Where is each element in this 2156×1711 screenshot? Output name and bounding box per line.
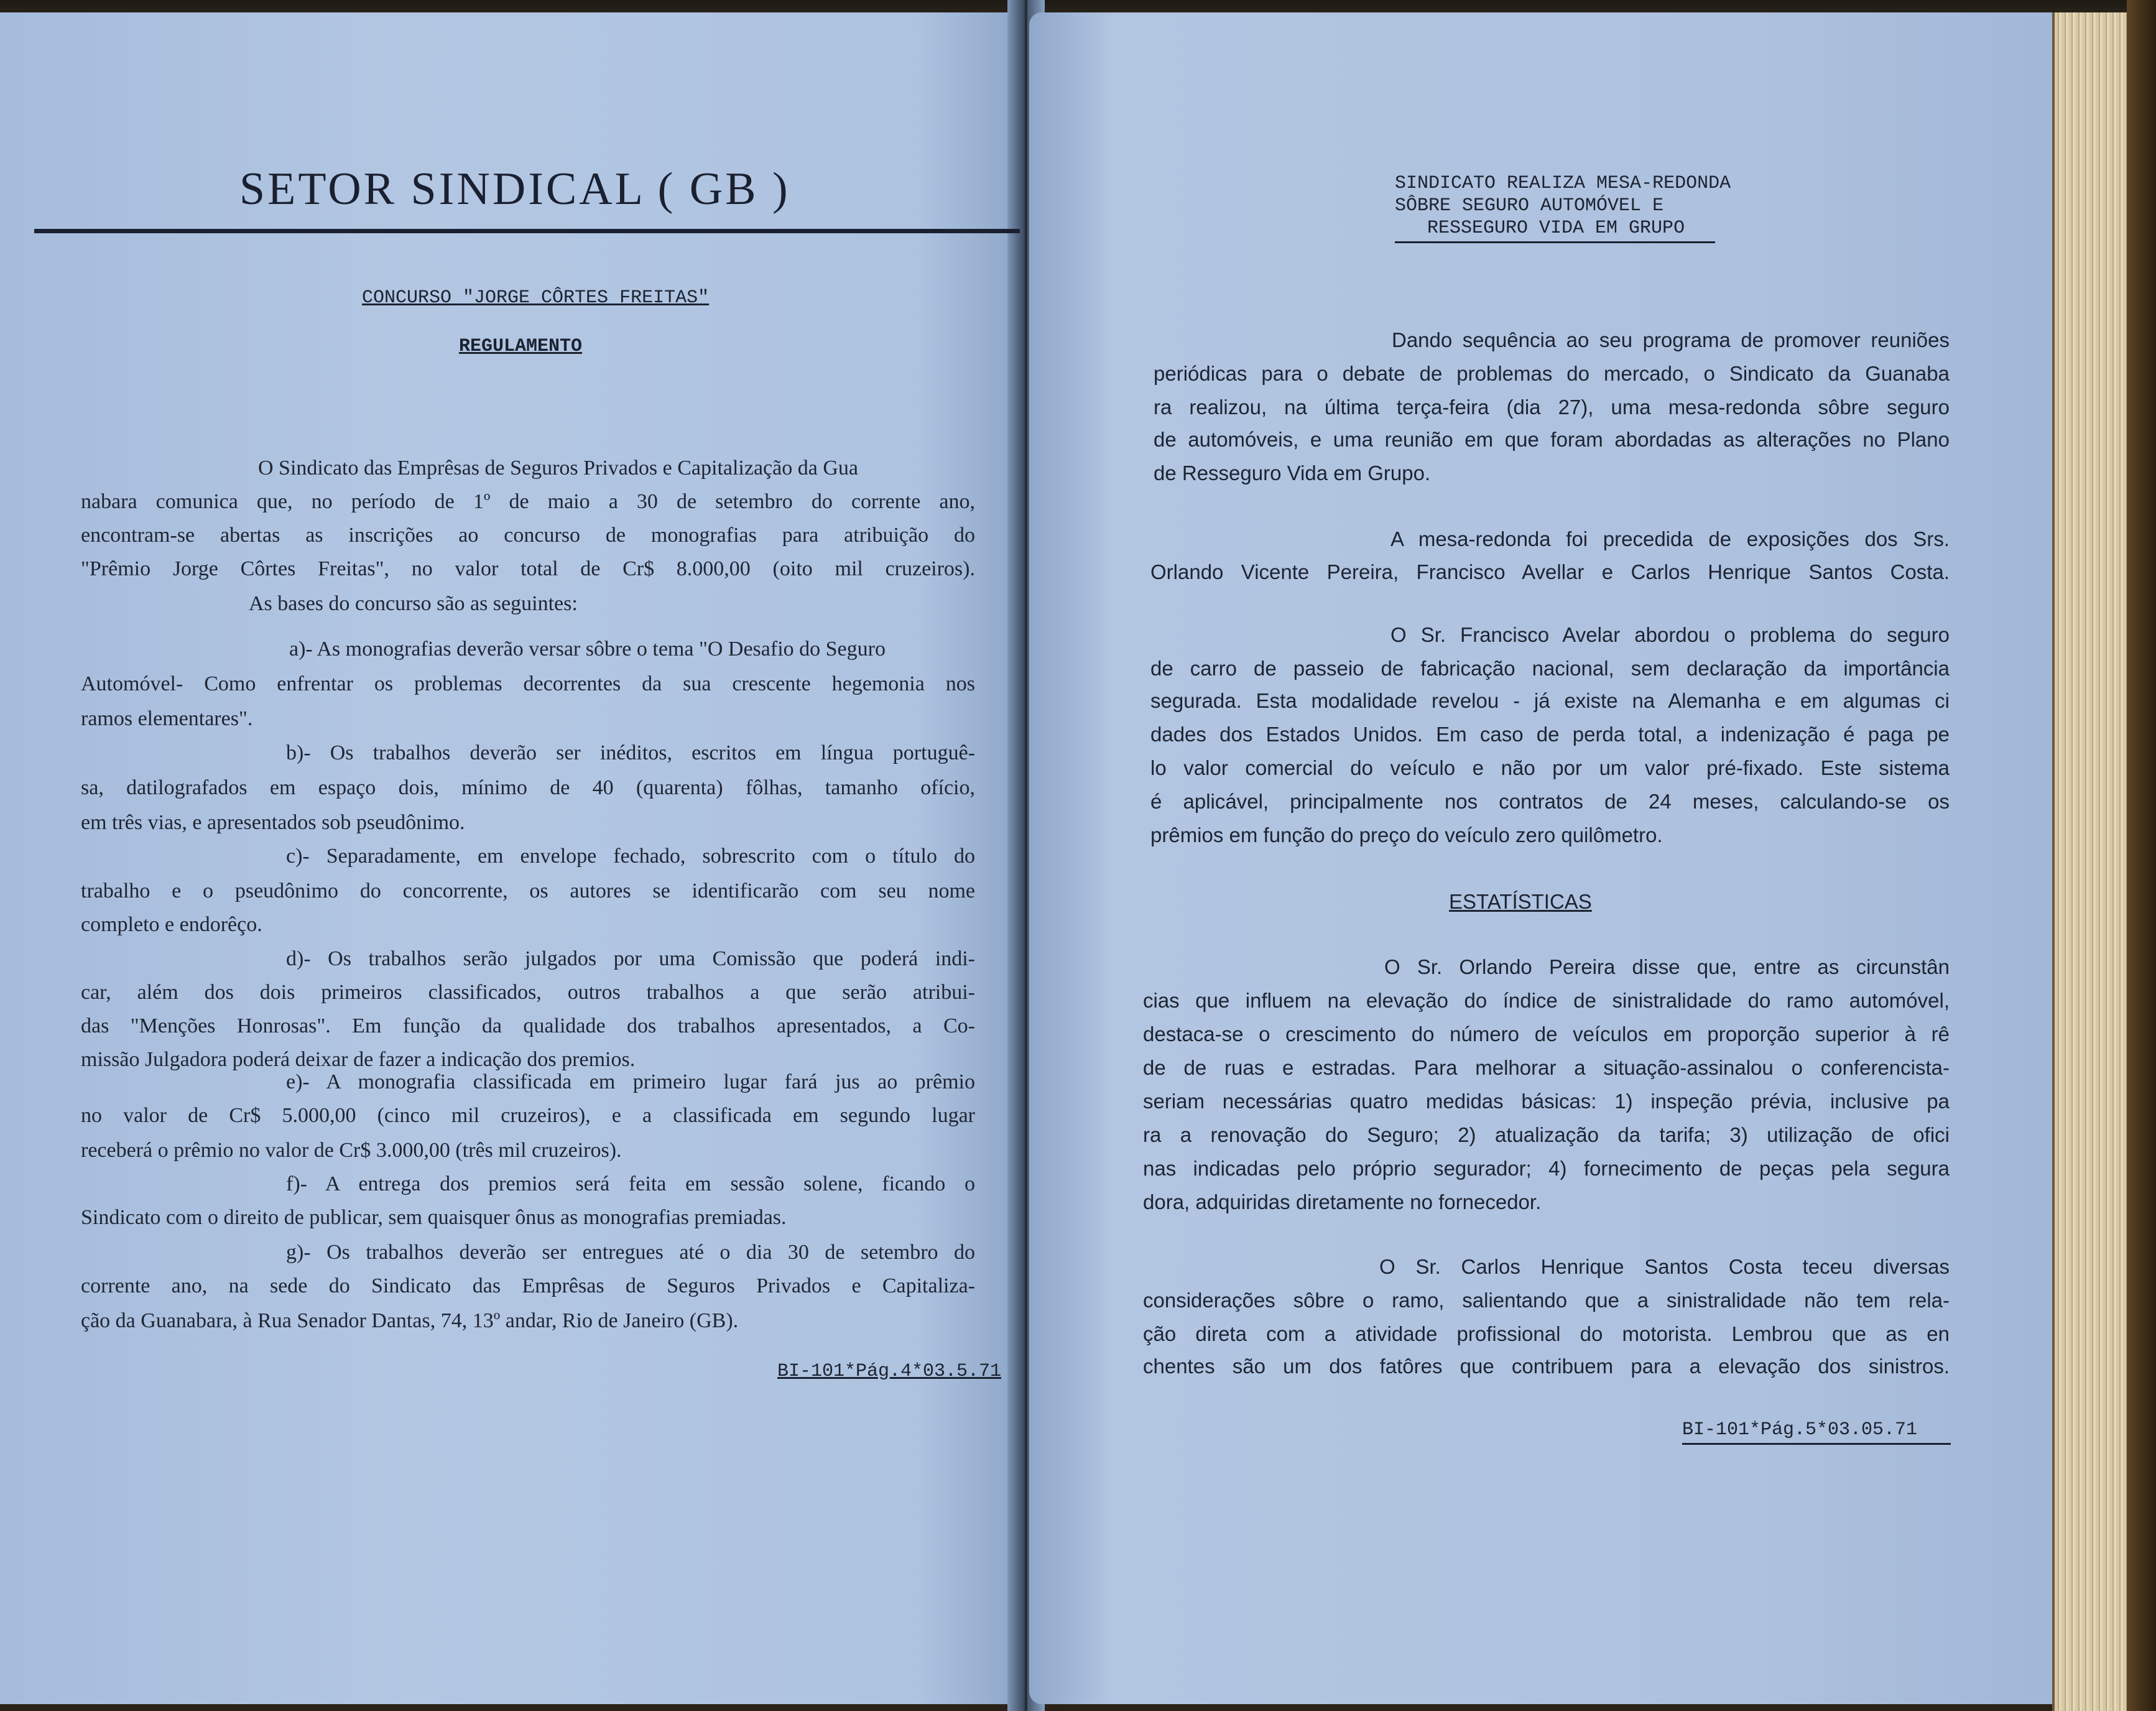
right-body-line: prêmios em função do preço do veículo zero quilômetro. <box>1150 823 1663 846</box>
right-body-line: dora, adquiridas diretamente no fornecedor. <box>1143 1190 1542 1213</box>
article-title-rule <box>1395 241 1715 243</box>
left-body-line: d)- Os trabalhos serão julgados por uma Comissão que poderá indi- <box>286 947 975 970</box>
regulation-subtitle: REGULAMENTO <box>459 336 583 357</box>
left-body-line: encontram-se abertas as inscrições ao concurso de monografias para atribuição do <box>81 524 975 547</box>
left-body-line: das "Menções Honrosas". Em função da qualidade dos trabalhos apresentados, a Co- <box>81 1014 975 1037</box>
left-body-line: f)- A entrega dos premios será feita em sessão solene, ficando o <box>286 1172 975 1195</box>
right-body-line: A mesa-redonda foi precedida de exposições dos Srs. <box>1390 527 1950 550</box>
right-page-footer: BI-101*Pág.5*03.05.71 <box>1682 1419 1918 1440</box>
right-body-line: ra a renovação do Seguro; 2) atualização da tarifa; 3) utilização de ofici <box>1143 1123 1950 1146</box>
article-title-line-1: SINDICATO REALIZA MESA-REDONDA <box>1395 173 1731 194</box>
left-body-line: trabalho e o pseudônimo do concorrente, os autores se identificarão com seu nome <box>81 879 975 902</box>
left-body-line: Automóvel- Como enfrentar os problemas decorrentes da sua crescente hegemonia nos <box>81 672 975 695</box>
section-heading: SETOR SINDICAL ( GB ) <box>239 164 790 215</box>
left-body-line: completo e endorêço. <box>81 913 262 936</box>
right-body-line: Dando sequência ao seu programa de promover reuniões <box>1392 328 1950 351</box>
right-body-line: de Resseguro Vida em Grupo. <box>1154 461 1431 485</box>
contest-title: CONCURSO "JORGE CÔRTES FREITAS" <box>362 287 710 308</box>
left-body-line: no valor de Cr$ 5.000,00 (cinco mil cruzeiros), e a classificada em segundo lugar <box>81 1104 975 1127</box>
left-body-line: "Prêmio Jorge Côrtes Freitas", no valor total de Cr$ 8.000,00 (oito mil cruzeiros). <box>81 557 975 580</box>
right-body-line: nas indicadas pelo próprio segurador; 4) fornecimento de peças pela segura <box>1143 1157 1950 1180</box>
book-cover-edge <box>2127 0 2156 1711</box>
statistics-heading: ESTATÍSTICAS <box>1449 890 1592 913</box>
left-body-line: nabara comunica que, no período de 1º de maio a 30 de setembro do corrente ano, <box>81 490 975 513</box>
right-body-line: segurada. Esta modalidade revelou - já existe na Alemanha e em algumas ci <box>1150 689 1950 712</box>
right-body-line: O Sr. Francisco Avelar abordou o problema do seguro <box>1390 623 1950 646</box>
article-title-line-3: RESSEGURO VIDA EM GRUPO <box>1427 218 1685 239</box>
right-body-line: ra realizou, na última terça-feira (dia 27), uma mesa-redonda sôbre seguro <box>1154 396 1950 419</box>
right-body-line: considerações sôbre o ramo, salientando que a sinistralidade não tem rela- <box>1143 1289 1950 1312</box>
right-page <box>1029 12 2058 1704</box>
right-body-line: Orlando Vicente Pereira, Francisco Avellar e Carlos Henrique Santos Costa. <box>1150 560 1950 583</box>
left-body-line: car, além dos dois primeiros classificados, outros trabalhos a que serão atribui- <box>81 981 975 1004</box>
left-body-line: e)- A monografia classificada em primeiro lugar fará jus ao prêmio <box>286 1070 975 1093</box>
left-body-line: As bases do concurso são as seguintes: <box>249 592 578 615</box>
left-body-line: receberá o prêmio no valor de Cr$ 3.000,00 (três mil cruzeiros). <box>81 1139 622 1162</box>
left-body-line: a)- As monografias deverão versar sôbre o tema "O Desafio do Seguro <box>289 638 886 661</box>
right-footer-rule <box>1682 1443 1951 1445</box>
right-body-line: destaca-se o crescimento do número de veículos em proporção superior à rê <box>1143 1022 1950 1046</box>
right-body-line: chentes são um dos fatôres que contribuem para a elevação dos sinistros. <box>1143 1355 1950 1378</box>
right-body-line: de carro de passeio de fabricação nacional, sem declaração da importância <box>1150 657 1950 680</box>
right-body-line: ção direta com a atividade profissional do motorista. Lembrou que as en <box>1143 1322 1950 1345</box>
right-body-line: O Sr. Orlando Pereira disse que, entre as circunstân <box>1384 955 1950 978</box>
left-body-line: sa, datilografados em espaço dois, mínimo de 40 (quarenta) fôlhas, tamanho ofício, <box>81 776 975 799</box>
left-body-line: missão Julgadora poderá deixar de fazer a indicação dos premios. <box>81 1048 636 1071</box>
right-body-line: é aplicável, principalmente nos contratos de 24 meses, calculando-se os <box>1150 790 1950 813</box>
right-body-line: O Sr. Carlos Henrique Santos Costa teceu diversas <box>1379 1255 1950 1278</box>
left-body-line: b)- Os trabalhos deverão ser inéditos, escritos em língua portuguê- <box>286 741 975 764</box>
right-body-line: de de ruas e estradas. Para melhorar a situação-assinalou o conferencista- <box>1143 1056 1950 1079</box>
right-body-line: periódicas para o debate de problemas do mercado, o Sindicato da Guanaba <box>1154 362 1950 385</box>
left-body-line: O Sindicato das Emprêsas de Seguros Privados e Capitalização da Gua <box>258 457 858 480</box>
heading-rule <box>34 229 1020 233</box>
left-body-line: em três vias, e apresentados sob pseudônimo. <box>81 811 465 834</box>
left-body-line: g)- Os trabalhos deverão ser entregues até o dia 30 de setembro do <box>286 1241 975 1264</box>
right-body-line: seriam necessárias quatro medidas básicas: 1) inspeção prévia, inclusive pa <box>1143 1090 1950 1113</box>
right-body-line: dades dos Estados Unidos. Em caso de perda total, a indenização é paga pe <box>1150 723 1950 746</box>
left-page-footer: BI-101*Pág.4*03.5.71 <box>777 1361 1002 1382</box>
left-body-line: Sindicato com o direito de publicar, sem quaisquer ônus as monografias premiadas. <box>81 1206 787 1229</box>
right-body-line: de automóveis, e uma reunião em que foram abordadas as alterações no Plano <box>1154 428 1950 451</box>
left-body-line: c)- Separadamente, em envelope fechado, sobrescrito com o título do <box>286 845 975 868</box>
right-body-line: lo valor comercial do veículo e não por um valor pré-fixado. Este sistema <box>1150 756 1950 779</box>
left-body-line: corrente ano, na sede do Sindicato das Emprêsas de Seguros Privados e Capitaliza- <box>81 1274 975 1297</box>
left-body-line: ramos elementares". <box>81 707 253 730</box>
left-body-line: ção da Guanabara, à Rua Senador Dantas, 74, 13º andar, Rio de Janeiro (GB). <box>81 1309 739 1332</box>
right-body-line: cias que influem na elevação do índice de sinistralidade do ramo automóvel, <box>1143 989 1950 1012</box>
article-title-line-2: SÔBRE SEGURO AUTOMÓVEL E <box>1395 195 1664 216</box>
